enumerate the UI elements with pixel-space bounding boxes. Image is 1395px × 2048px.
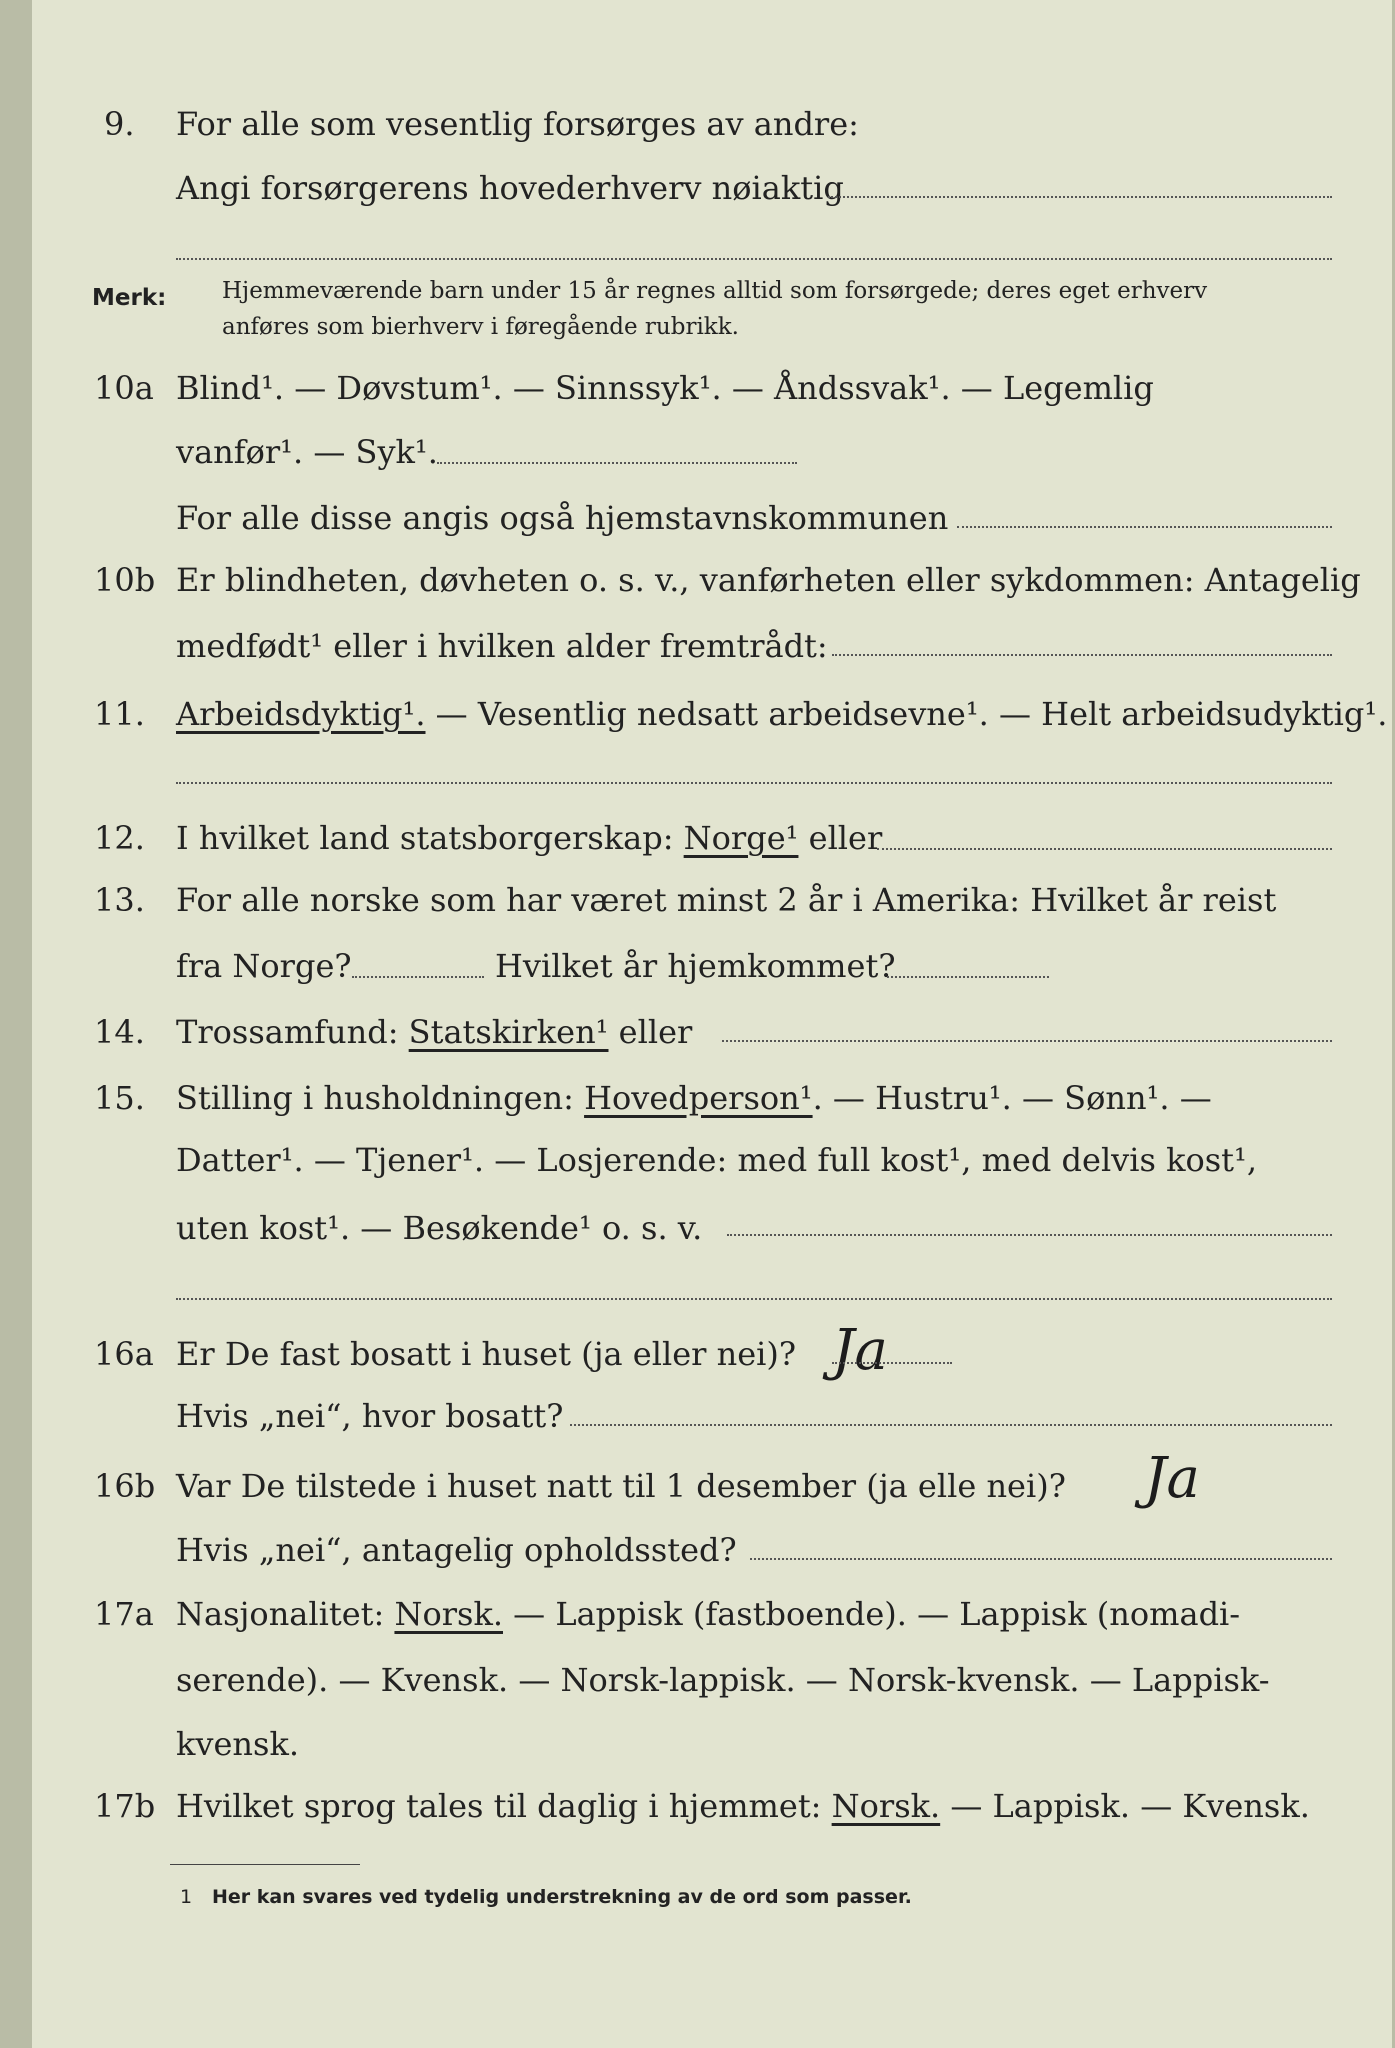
q16b-line1: Var De tilstede i huset natt til 1 desember (ja elle nei)? (176, 1467, 1066, 1505)
q16a-handwritten-answer[interactable]: Ja (832, 1318, 888, 1383)
q11-line (176, 694, 1387, 734)
q9-answer-line[interactable] (828, 196, 1332, 198)
q17b-line (176, 1786, 1310, 1826)
q14-number: 14. (94, 1013, 145, 1051)
q11-answer-line[interactable] (176, 782, 1332, 784)
q13-number: 13. (94, 881, 145, 919)
q17a-line1 (176, 1594, 1240, 1634)
q17a-number: 17a (94, 1595, 154, 1633)
merk-line1: Hjemmeværende barn under 15 år regnes alltid som forsørgede; deres eget erhverv (222, 278, 1208, 304)
q12-option-norge[interactable]: Norge¹ (683, 819, 799, 857)
q14-answer-line[interactable] (722, 1040, 1332, 1042)
q13-reist-line[interactable] (352, 976, 484, 978)
q10a-hjemstavn-line[interactable] (957, 526, 1332, 528)
q15-number: 15. (94, 1079, 145, 1117)
q11-number: 11. (94, 695, 145, 733)
q16b-opholdssted-line[interactable] (750, 1558, 1332, 1560)
q10a-line3: For alle disse angis også hjemstavnskommunen (176, 499, 949, 537)
footnote-text: Her kan svares ved tydelig understrekning av de ord som passer. (211, 1886, 912, 1908)
q13-line2a: fra Norge? (176, 947, 352, 985)
q10a-line2: vanfør¹. — Syk¹. (176, 433, 438, 471)
q10b-line1: Er blindheten, døvheten o. s. v., vanførheten eller sykdommen: Antagelig (176, 561, 1361, 599)
q15-text: Stilling i husholdningen: (176, 1079, 585, 1117)
q14-text: Trossamfund: (176, 1013, 409, 1051)
q13-line2b: Hvilket år hjemkommet? (495, 947, 896, 985)
q10a-syk-line[interactable] (437, 462, 797, 464)
q17a-text: Nasjonalitet: (176, 1595, 395, 1633)
q13-hjem-line[interactable] (887, 976, 1049, 978)
merk-line2: anføres som bierhverv i føregående rubrikk. (222, 314, 739, 340)
q10b-answer-line[interactable] (832, 654, 1332, 656)
q9-answer-line2[interactable] (176, 258, 1332, 260)
q10a-number: 10a (94, 369, 154, 407)
q16b-line2: Hvis „nei“, antagelig opholdssted? (176, 1531, 737, 1569)
q9-line1: For alle som vesentlig forsørges av andre: (176, 105, 859, 143)
q12-number: 12. (94, 819, 145, 857)
q16a-bosatt-line[interactable] (570, 1424, 1332, 1426)
q14-line (176, 1012, 692, 1052)
q12-post: eller (798, 819, 883, 857)
q16a-answer-line[interactable] (832, 1362, 952, 1364)
q15-answer-line2[interactable] (176, 1298, 1332, 1300)
census-form-page (32, 0, 1392, 2048)
q11-rest: — Vesentlig nedsatt arbeidsevne¹. — Helt arbeidsudyktig¹. (425, 695, 1388, 733)
merk-label: Merk: (92, 285, 167, 311)
q12-line (176, 818, 882, 858)
q13-line1: For alle norske som har været minst 2 år i Amerika: Hvilket år reist (176, 881, 1277, 919)
q17b-option-norsk[interactable]: Norsk. (831, 1787, 941, 1825)
q16a-line1: Er De fast bosatt i huset (ja eller nei)? (176, 1335, 797, 1373)
q17a-post: — Lappisk (fastboende). — Lappisk (nomadi- (503, 1595, 1241, 1633)
q16a-line2: Hvis „nei“, hvor bosatt? (176, 1397, 564, 1435)
q9-number: 9. (104, 105, 135, 143)
q14-post: eller (608, 1013, 693, 1051)
q17b-post: — Lappisk. — Kvensk. (940, 1787, 1310, 1825)
footnote-divider (170, 1864, 360, 1865)
q15-post: . — Hustru¹. — Sønn¹. — (812, 1079, 1212, 1117)
q15-line2: Datter¹. — Tjener¹. — Losjerende: med full kost¹, med delvis kost¹, (176, 1141, 1258, 1179)
q10b-number: 10b (94, 561, 156, 599)
q17a-line3: kvensk. (176, 1725, 299, 1763)
q16a-number: 16a (94, 1335, 154, 1373)
q15-answer-line[interactable] (727, 1234, 1332, 1236)
q15-line3: uten kost¹. — Besøkende¹ o. s. v. (176, 1209, 703, 1247)
q17a-option-norsk[interactable]: Norsk. (394, 1595, 503, 1633)
q17b-text: Hvilket sprog tales til daglig i hjemmet: (176, 1787, 832, 1825)
q10b-line2: medfødt¹ eller i hvilken alder fremtrådt: (176, 627, 828, 665)
footnote (180, 1886, 912, 1908)
footnote-mark: 1 (180, 1886, 193, 1908)
q12-answer-line[interactable] (877, 848, 1332, 850)
q11-option-arbeidsdyktig[interactable]: Arbeidsdyktig¹. (176, 695, 426, 733)
q9-line2: Angi forsørgerens hovederhverv nøiaktig (176, 169, 844, 207)
q16b-number: 16b (94, 1467, 156, 1505)
q15-line1 (176, 1078, 1212, 1118)
q17b-number: 17b (94, 1787, 156, 1825)
q15-option-hovedperson[interactable]: Hovedperson¹ (584, 1079, 813, 1117)
q14-option-statskirken[interactable]: Statskirken¹ (408, 1013, 609, 1051)
q10a-line1: Blind¹. — Døvstum¹. — Sinnssyk¹. — Åndssvak¹. — Legemlig (176, 369, 1154, 407)
q16b-handwritten-answer[interactable]: Ja (1144, 1446, 1200, 1511)
q12-text: I hvilket land statsborgerskap: (176, 819, 684, 857)
q17a-line2: serende). — Kvensk. — Norsk-lappisk. — Norsk-kvensk. — Lappisk- (176, 1661, 1270, 1699)
